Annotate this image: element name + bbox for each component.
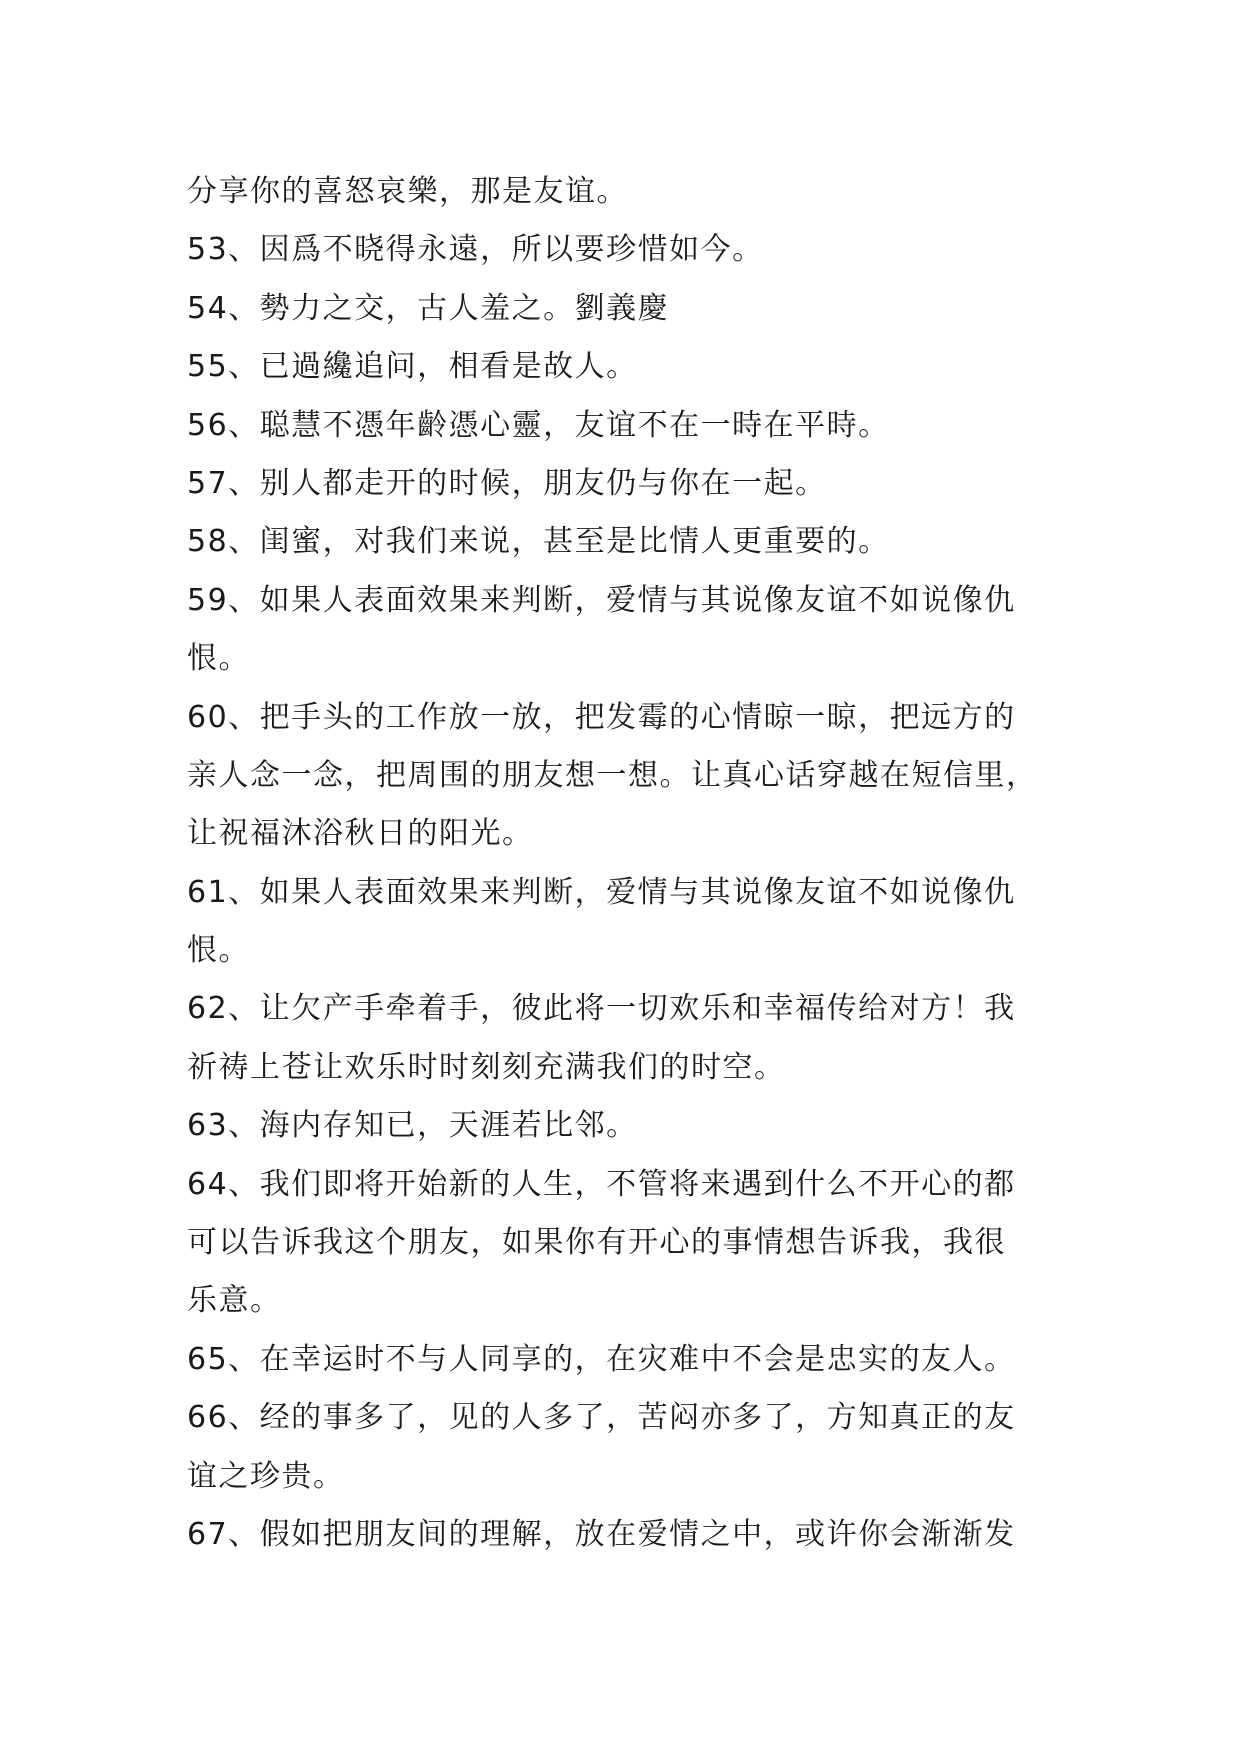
text-line: 让祝福沐浴秋日的阳光。: [187, 816, 534, 852]
text-line: 60、把手头的工作放一放，把发霉的心情晾一晾，把远方的: [187, 699, 1016, 735]
document-body: [187, 163, 1067, 1564]
text-line: 56、聪慧不憑年齡憑心靈，友谊不在一時在平時。: [187, 407, 890, 443]
text-line: 53、因爲不晓得永遠，所以要珍惜如今。: [187, 232, 764, 268]
text-line: 58、闺蜜，对我们来说，甚至是比情人更重要的。: [187, 524, 890, 560]
text-line: 66、经的事多了，见的人多了，苦闷亦多了，方知真正的友: [187, 1400, 1016, 1436]
text-line: 可以告诉我这个朋友，如果你有开心的事情想告诉我，我很: [187, 1225, 1006, 1261]
text-line: 乐意。: [187, 1283, 282, 1319]
text-line: 61、如果人表面效果来判断，爱情与其说像友谊不如说像仇: [187, 874, 1016, 910]
text-line: 65、在幸运时不与人同享的，在灾难中不会是忠实的友人。: [187, 1341, 1016, 1377]
text-line: 祈祷上苍让欢乐时时刻刻充满我们的时空。: [187, 1049, 786, 1085]
text-line: 分享你的喜怒哀樂，那是友谊。: [187, 174, 628, 209]
text-line: 恨。: [187, 641, 250, 677]
text-line: 63、海内存知已，天涯若比邻。: [187, 1108, 638, 1144]
text-line: 55、已過纔追问，相看是故人。: [187, 349, 638, 385]
text-line: 亲人念一念，把周围的朋友想一想。让真心话穿越在短信里，: [187, 757, 1038, 793]
text-line: 67、假如把朋友间的理解，放在爱情之中，或许你会渐渐发: [187, 1516, 1016, 1552]
text-line: 59、如果人表面效果来判断，爱情与其说像友谊不如说像仇: [187, 582, 1016, 618]
text-line: 57、别人都走开的时候，朋友仍与你在一起。: [187, 465, 827, 501]
text-line: 62、让欠产手牵着手，彼此将一切欢乐和幸福传给对方！我: [187, 991, 1016, 1027]
text-line: 谊之珍贵。: [187, 1458, 345, 1494]
text-line: 54、勢力之交，古人羞之。劉義慶: [187, 290, 670, 326]
text-line: 64、我们即将开始新的人生，不管将来遇到什么不开心的都: [187, 1166, 1016, 1202]
text-line: 恨。: [187, 933, 250, 969]
